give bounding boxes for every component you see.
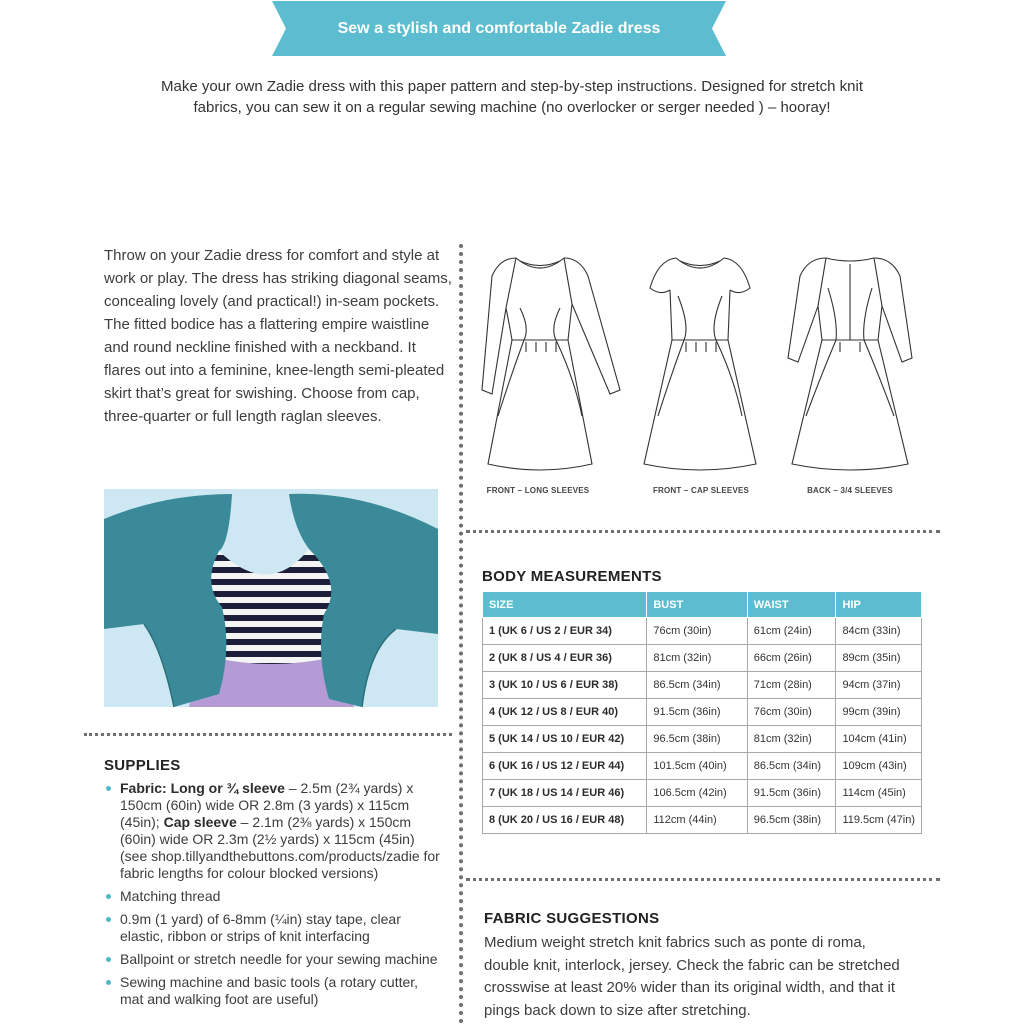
banner-title: Sew a stylish and comfortable Zadie dress [337, 20, 661, 37]
size-cell: 4 (UK 12 / US 8 / EUR 40) [483, 699, 647, 726]
dress-illustrations [470, 248, 940, 508]
waist-cell: 86.5cm (34in) [747, 753, 836, 780]
caption-front-long: FRONT – LONG SLEEVES [486, 486, 590, 495]
list-item [104, 780, 444, 882]
intro-paragraph: Make your own Zadie dress with this paper pattern and step-by-step instructions. Designed for stretch knit fabrics, you can sew it on a regular sewing machine (no overlocker or serger needed ) – hooray! [160, 78, 863, 116]
caption-front-cap: FRONT – CAP SLEEVES [652, 486, 750, 495]
table-row [483, 618, 922, 645]
size-cell: 3 (UK 10 / US 6 / EUR 38) [483, 672, 647, 699]
header-bust: BUST [647, 592, 747, 618]
table-row [483, 753, 922, 780]
table-row [483, 807, 922, 834]
table-row [483, 726, 922, 753]
bust-cell: 81cm (32in) [647, 645, 747, 672]
title-banner [272, 1, 726, 56]
waist-cell: 81cm (32in) [747, 726, 836, 753]
list-item: Matching thread [104, 888, 444, 905]
hip-cell: 114cm (45in) [836, 780, 922, 807]
size-cell: 7 (UK 18 / US 14 / EUR 46) [483, 780, 647, 807]
list-item: Sewing machine and basic tools (a rotary cutter, mat and walking foot are useful) [104, 974, 444, 1008]
fabric-cap-label: Cap sleeve [163, 814, 237, 830]
vertical-divider [459, 244, 463, 1024]
waist-cell: 96.5cm (38in) [747, 807, 836, 834]
fabric-suggestions-title: FABRIC SUGGESTIONS [484, 910, 660, 927]
hip-cell: 119.5cm (47in) [836, 807, 922, 834]
divider-right-bottom [466, 878, 940, 881]
hip-cell: 84cm (33in) [836, 618, 922, 645]
bust-cell: 76cm (30in) [647, 618, 747, 645]
waist-cell: 61cm (24in) [747, 618, 836, 645]
fabric-suggestions-body: Medium weight stretch knit fabrics such as ponte di roma, double knit, interlock, jersey. Check the fabric can be stretched crosswise at least 20% wider than its original width, and that it pings back down to size after stretching. [484, 934, 900, 1019]
dress-back-three-quarter-sleeves-icon [788, 258, 912, 470]
table-row [483, 699, 922, 726]
fabric-cap-text: – 2.1m (2⅜ yards) x 150cm (60in) wide OR 2.3m (2½ yards) x 115cm (45in) (see shop.tillyandthebuttons.com/products/zadie for fabric lengths for colour blocked versions) [120, 814, 440, 881]
header-waist: WAIST [747, 592, 836, 618]
waist-cell: 91.5cm (36in) [747, 780, 836, 807]
size-cell: 8 (UK 20 / US 16 / EUR 48) [483, 807, 647, 834]
bust-cell: 96.5cm (38in) [647, 726, 747, 753]
size-cell: 2 (UK 8 / US 4 / EUR 36) [483, 645, 647, 672]
bust-cell: 91.5cm (36in) [647, 699, 747, 726]
caption-back: BACK – 3/4 SLEEVES [807, 486, 893, 495]
divider-left [84, 733, 452, 736]
fabric-long-text: – 2.5m (2¾ yards) x 150cm (60in) wide OR 2.8m (3 yards) x 115cm (45in); [120, 780, 414, 830]
supplies-list [104, 780, 444, 1014]
table-header-row [483, 592, 922, 618]
list-item: 0.9m (1 yard) of 6-8mm (¼in) stay tape, clear elastic, ribbon or strips of knit interfacing [104, 911, 444, 945]
waist-cell: 76cm (30in) [747, 699, 836, 726]
dress-front-long-sleeves-icon [482, 258, 620, 470]
table-row [483, 645, 922, 672]
header-hip: HIP [836, 592, 922, 618]
hip-cell: 104cm (41in) [836, 726, 922, 753]
bust-cell: 86.5cm (34in) [647, 672, 747, 699]
hip-cell: 94cm (37in) [836, 672, 922, 699]
table-row [483, 672, 922, 699]
divider-right-top [466, 530, 940, 533]
bust-cell: 106.5cm (42in) [647, 780, 747, 807]
supplies-title: SUPPLIES [104, 757, 181, 774]
header-size: SIZE [483, 592, 647, 618]
bust-cell: 101.5cm (40in) [647, 753, 747, 780]
size-cell: 5 (UK 14 / US 10 / EUR 42) [483, 726, 647, 753]
size-cell: 6 (UK 16 / US 12 / EUR 44) [483, 753, 647, 780]
bust-cell: 112cm (44in) [647, 807, 747, 834]
waist-cell: 66cm (26in) [747, 645, 836, 672]
measurements-table [482, 591, 922, 834]
description-paragraph: Throw on your Zadie dress for comfort and style at work or play. The dress has striking diagonal seams, concealing lovely (and practical!) in-seam pockets. The fitted bodice has a flattering empire waistline and round neckline finished with a neckband. It flares out into a feminine, knee-length semi-pleated skirt that’s great for swishing. Choose from cap, three-quarter or full length raglan sleeves. [104, 247, 452, 425]
pattern-photo [104, 489, 438, 707]
hip-cell: 99cm (39in) [836, 699, 922, 726]
hip-cell: 89cm (35in) [836, 645, 922, 672]
table-row [483, 780, 922, 807]
fabric-long-label: Fabric: Long or ¾ sleeve [120, 780, 285, 796]
measurements-title: BODY MEASUREMENTS [482, 568, 662, 585]
list-item: Ballpoint or stretch needle for your sewing machine [104, 951, 444, 968]
size-cell: 1 (UK 6 / US 2 / EUR 34) [483, 618, 647, 645]
dress-front-cap-sleeves-icon [644, 258, 756, 470]
hip-cell: 109cm (43in) [836, 753, 922, 780]
waist-cell: 71cm (28in) [747, 672, 836, 699]
